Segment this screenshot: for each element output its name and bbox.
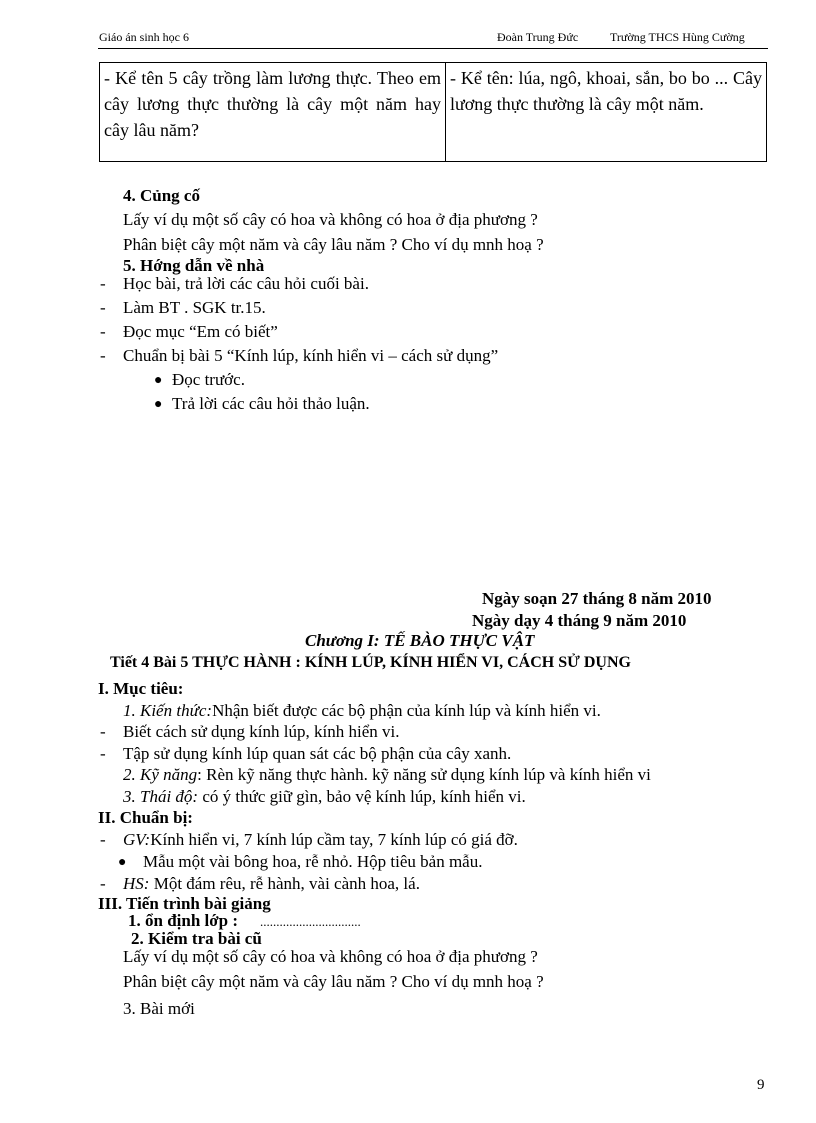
qa-table bbox=[99, 62, 767, 162]
dash-mark: - bbox=[100, 274, 106, 293]
dash-mark: - bbox=[100, 744, 106, 763]
step1-line bbox=[128, 911, 361, 931]
header-school: Trường THCS Hùng Cường bbox=[610, 30, 745, 44]
gv-label: GV: bbox=[123, 830, 151, 849]
hs-label: HS: bbox=[123, 874, 150, 893]
objectives-heading: I. Mục tiêu: bbox=[98, 679, 184, 698]
homework-item-3: Đọc mục “Em có biết” bbox=[123, 322, 278, 341]
bullet-icon: ● bbox=[154, 373, 163, 388]
step3-label: 3. Bài mới bbox=[123, 999, 195, 1018]
gv-text: Kính hiển vi, 7 kính lúp cầm tay, 7 kính lúp có giá đỡ. bbox=[150, 830, 518, 849]
homework-bullet-1: Đọc trước. bbox=[172, 370, 245, 389]
header-rule bbox=[98, 48, 768, 49]
chapter-title: Chương I: TẾ BÀO THỰC VẬT bbox=[305, 631, 535, 650]
homework-bullet-2: Trả lời các câu hỏi thảo luận. bbox=[172, 394, 370, 413]
attitude-text: có ý thức giữ gìn, bảo vệ kính lúp, kính hiển vi. bbox=[198, 787, 526, 806]
bullet-icon: ● bbox=[118, 855, 127, 870]
knowledge-text: Nhận biết được các bộ phận của kính lúp và kính hiển vi. bbox=[212, 701, 601, 720]
dash-mark: - bbox=[100, 298, 106, 317]
date-taught: Ngày dạy 4 tháng 9 năm 2010 bbox=[472, 611, 687, 630]
dash-mark: - bbox=[100, 346, 106, 365]
table-answer-cell: - Kể tên: lúa, ngô, khoai, sắn, bo bo ... Cây lương thực thường là cây một năm. bbox=[446, 63, 767, 162]
attitude-label: 3. Thái độ: bbox=[123, 787, 199, 806]
review-line-2: Phân biệt cây một năm và cây lâu năm ? Cho ví dụ mnh hoạ ? bbox=[123, 972, 544, 991]
homework-item-2: Làm BT . SGK tr.15. bbox=[123, 298, 266, 317]
skills-text: : Rèn kỹ năng thực hành. kỹ năng sử dụng kính lúp và kính hiển vi bbox=[197, 765, 651, 784]
header-author: Đoàn Trung Đức bbox=[497, 30, 579, 44]
skills-line bbox=[123, 765, 651, 785]
gv-bullet-text: Mẫu một vài bông hoa, rễ nhỏ. Hộp tiêu bản mẫu. bbox=[143, 852, 483, 871]
section4-line-2: Phân biệt cây một năm và cây lâu năm ? Cho ví dụ mnh hoạ ? bbox=[123, 235, 544, 254]
table-question-cell: - Kể tên 5 cây trồng làm lương thực. Theo em cây lương thực thường là cây một năm hay cây lâu năm? bbox=[100, 63, 446, 162]
attitude-line bbox=[123, 787, 526, 807]
step1-label: 1. ổn định lớp : bbox=[128, 911, 239, 930]
section4-line-1: Lấy ví dụ một số cây có hoa và không có hoa ở địa phương ? bbox=[123, 210, 538, 229]
lesson-title: Tiết 4 Bài 5 THỰC HÀNH : KÍNH LÚP, KÍNH HIỂN VI, CÁCH SỬ DỤNG bbox=[110, 654, 631, 671]
knowledge-label: 1. Kiến thức: bbox=[123, 701, 213, 720]
hs-text: Một đám rêu, rễ hành, vài cành hoa, lá. bbox=[149, 874, 420, 893]
header-doc-title: Giáo án sinh học 6 bbox=[99, 30, 189, 44]
page-number: 9 bbox=[757, 1077, 765, 1093]
date-prepared: Ngày soạn 27 tháng 8 năm 2010 bbox=[482, 589, 712, 608]
table-row bbox=[100, 63, 767, 162]
dash-mark: - bbox=[100, 322, 106, 341]
knowledge-line bbox=[123, 701, 601, 721]
objective-dash-2: Tập sử dụng kính lúp quan sát các bộ phận của cây xanh. bbox=[123, 744, 512, 763]
review-line-1: Lấy ví dụ một số cây có hoa và không có hoa ở địa phương ? bbox=[123, 947, 538, 966]
step2-label: 2. Kiểm tra bài cũ bbox=[131, 929, 262, 948]
objective-dash-1: Biết cách sử dụng kính lúp, kính hiển vi. bbox=[123, 722, 400, 741]
step1-dots: ............................... bbox=[260, 914, 361, 929]
gv-line bbox=[123, 830, 518, 850]
process-heading: III. Tiến trình bài giảng bbox=[98, 894, 271, 913]
skills-label: 2. Kỹ năng bbox=[123, 765, 198, 784]
prep-heading: II. Chuẩn bị: bbox=[98, 808, 193, 827]
homework-item-4: Chuẩn bị bài 5 “Kính lúp, kính hiển vi – cách sử dụng” bbox=[123, 346, 499, 365]
section4-title: 4. Củng cố bbox=[123, 186, 200, 205]
bullet-icon: ● bbox=[154, 397, 163, 412]
dash-mark: - bbox=[100, 874, 106, 893]
section5-title: 5. Hớng dẫn về nhà bbox=[123, 256, 265, 275]
dash-mark: - bbox=[100, 722, 106, 741]
dash-mark: - bbox=[100, 830, 106, 849]
homework-item-1: Học bài, trả lời các câu hỏi cuối bài. bbox=[123, 274, 369, 293]
hs-line bbox=[123, 874, 420, 894]
